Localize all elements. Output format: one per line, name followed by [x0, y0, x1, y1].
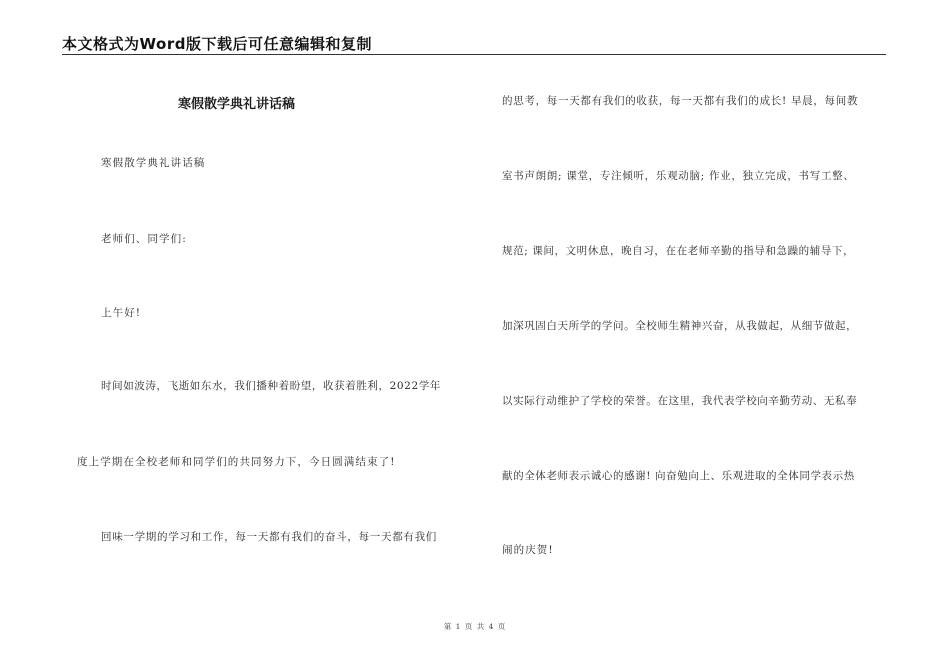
paragraph-line: 老师们、同学们: — [101, 233, 187, 245]
paragraph-line: 室书声朗朗; 课堂，专注倾听，乐观动脑; 作业，独立完成，书写工整、 — [502, 170, 855, 182]
paragraph-line: 加深巩固白天所学的学问。全校师生精神兴奋，从我做起，从细节做起， — [502, 320, 858, 332]
paragraph-line: 度上学期在全校老师和同学们的共同努力下，今日圆满结束了! — [77, 456, 396, 468]
paragraph-line: 上午好! — [101, 307, 142, 319]
paragraph-line: 献的全体老师表示诚心的感谢! 向奋勉向上、乐观进取的全体同学表示热 — [502, 470, 855, 482]
document-title: 寒假散学典礼讲话稿 — [178, 97, 296, 112]
download-banner: 本文格式为Word版下载后可任意编辑和复制 — [62, 35, 372, 53]
paragraph-line: 寒假散学典礼讲话稿 — [101, 157, 206, 169]
paragraph-line: 规范; 课间，文明休息，晚自习，在在老师辛勤的指导和急躁的辅导下， — [502, 245, 855, 257]
page-number-footer: 第 1 页 共 4 页 — [443, 622, 507, 631]
paragraph-line: 的思考，每一天都有我们的收获，每一天都有我们的成长! 早晨，每间教 — [502, 95, 859, 107]
paragraph-line: 回味一学期的学习和工作，每一天都有我们的奋斗，每一天都有我们 — [101, 531, 437, 543]
paragraph-line: 时间如波涛，飞逝如东水，我们播种着盼望，收获着胜利，2022学年 — [101, 380, 441, 392]
paragraph-line: 闹的庆贺! — [502, 544, 554, 556]
banner-divider — [62, 54, 886, 55]
paragraph-line: 以实际行动维护了学校的荣誉。在这里，我代表学校向辛勤劳动、无私奉 — [502, 395, 858, 407]
